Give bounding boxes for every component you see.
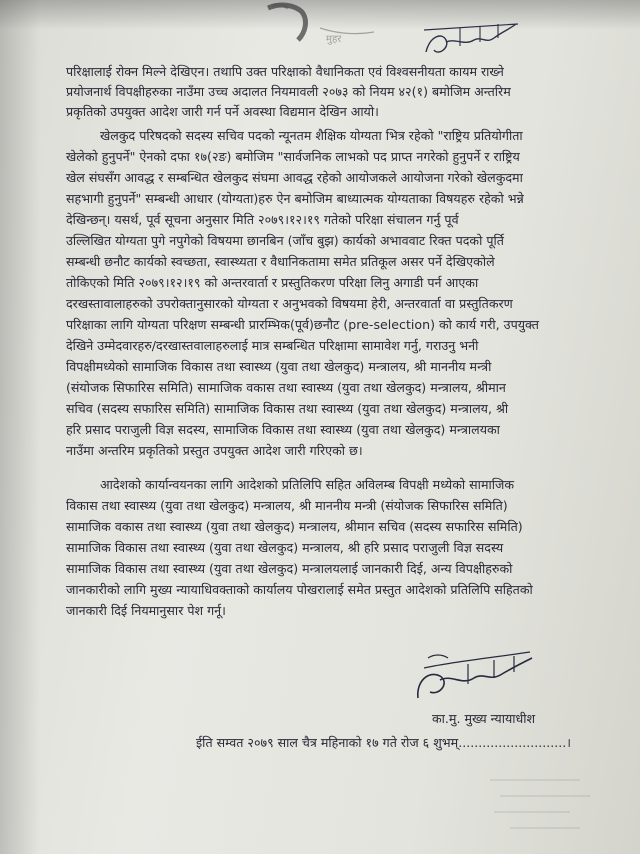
- bleed-through-marks: [480, 770, 600, 840]
- seal-stamp: [262, 2, 382, 46]
- text-line-21: विकास तथा स्वास्थ्य (युवा तथा खेलकुद) मन्त्रालय, श्री माननीय मन्त्री (संयोजक सिफारिस समिति): [66, 498, 508, 513]
- text-line-25: जानकारीको लागि मुख्य न्यायाधिवक्ताको कार्यालय पोखरालाई समेत प्रस्तुत आदेशको प्रतिलिपि सहितको: [66, 582, 533, 597]
- text-line-17: सचिव (सदस्य सफारिस समिति) सामाजिक विकास तथा स्वास्थ्य (युवा तथा खेलकुद) मन्त्रालय, श्री: [66, 401, 509, 416]
- signature-top: [420, 16, 530, 62]
- svg-text:मुहर: मुहर: [326, 34, 342, 45]
- text-line-24: सामाजिक विकास तथा स्वास्थ्य (युवा तथा खेलकुद) मन्त्रालयलाई जानकारी दिई, अन्य विपक्षीहरुको: [66, 561, 513, 576]
- text-line-10: सम्बन्धी छनौट कार्यको स्वच्छता, स्वास्थ्यता र वैधानिकतामा समेत प्रतिकूल असर पर्ने देखिएकोले: [66, 254, 495, 269]
- closing-dots: ...........................।: [458, 735, 572, 750]
- text-line-26: जानकारी दिई नियमानुसार पेश गर्नू।: [66, 603, 226, 618]
- text-line-9: उल्लिखित योग्यता पुगे नपुगेको विषयमा छानबिन (जाँच बुझ) कार्यको अभाववाट रिक्त पदको पूर्ति: [66, 233, 504, 248]
- text-line-7: सहभागी हुनुपर्ने" सम्बन्धी आधार (योग्यता)हरु ऐन बमोजिम बाध्यात्मक योग्यताका विषयहरु रहेको भन्ने: [66, 191, 524, 206]
- text-line-15: विपक्षीमध्येको सामाजिक विकास तथा स्वास्थ्य (युवा तथा खेलकुद) मन्त्रालय, श्री माननीय मन्त्री: [66, 359, 492, 374]
- text-line-18: हरि प्रसाद पराजुली विज्ञ सदस्य, सामाजिक विकास तथा स्वास्थ्य (युवा तथा खेलकुद) मन्त्रालयका: [66, 422, 500, 437]
- text-line-16: (संयोजक सिफारिस समिति) सामाजिक वकास तथा स्वास्थ्य (युवा तथा खेलकुद) मन्त्रालय, श्रीमान: [66, 380, 506, 395]
- text-line-11: तोकिएको मिति २०७९।१२।१९ को अन्तरवार्ता र प्रस्तुतिकरण परिक्षा लिनु अगाडी पर्न आएका: [66, 275, 479, 290]
- closing-text: ईति सम्वत २०७९ साल चैत्र महिनाको १७ गते रोज ६ शुभम्: [196, 735, 459, 750]
- text-line-6: खेल संघसँग आवद्ध र सम्बन्धित खेलकुद संघमा आवद्ध रहेको आयोजकले आयोजना गरेको खेलकुदमा: [66, 170, 523, 185]
- text-line-20: आदेशको कार्यान्वयनका लागि आदेशको प्रतिलिपि सहित अविलम्ब विपक्षी मध्येको सामाजिक: [100, 477, 515, 492]
- text-line-5: खेलेको हुनुपर्ने" ऐनको दफा १७(२ङ) बमोजिम "सार्वजनिक लाभको पद प्राप्त नगरेको हुनुपर्ने र राष्ट्रिय: [66, 149, 520, 164]
- text-line-14: देखिने उम्मेदवारहरु/दरखास्तवालाहरुलाई मात्र सम्बन्धित परिक्षामा सामावेश गर्नु, गराउनु भनी: [66, 338, 479, 353]
- text-line-12: दरखस्तावालाहरुको उपरोक्तानुसारको योग्यता र अनुभवको विषयमा हेरी, अन्तरवार्ता वा प्रस्तुतिकरण: [66, 296, 513, 311]
- text-line-4: खेलकुद परिषदको सदस्य सचिव पदको न्यूनतम शैक्षिक योग्यता भित्र रहेको "राष्ट्रिय प्रतियोगीता: [100, 128, 523, 143]
- text-line-19: नाउँमा अन्तरिम प्रकृतिको प्रस्तुत उपयुक्त आदेश जारी गरिएको छ।: [66, 443, 363, 458]
- text-line-8: देखिन्छन्। यसर्थ, पूर्व सूचना अनुसार मिति २०७९।१२।१९ गतेको परिक्षा संचालन गर्नु पूर्व: [66, 212, 459, 227]
- text-line-3: प्रकृतिको उपयुक्त आदेश जारी गर्न पर्ने अवस्था विद्यमान देखिन आयो।: [66, 104, 379, 119]
- designation-label: का.मु. मुख्य न्यायाधीश: [432, 711, 536, 726]
- text-line-2: प्रयोजनार्थ विपक्षीहरुका नाउँमा उच्च अदालत नियमावली २०७३ को नियम ४२(१) बमोजिम अन्तरिम: [66, 84, 511, 99]
- text-line-1: परिक्षालाई रोक्न मिल्ने देखिएन। तथापि उक्त परिक्षाको वैधानिकता एवं विश्वसनीयता कायम राख्ने: [66, 64, 504, 79]
- page-shadow-left: [0, 0, 40, 854]
- signature-bottom: [410, 648, 540, 708]
- text-line-13: परिक्षाका लागि योग्यता परिक्षण सम्बन्धी प्रारम्भिक(पूर्व)छनौट (pre-selection) को कार्य गरी, उपयुक्त: [66, 317, 539, 332]
- closing-line: [196, 734, 606, 751]
- text-line-23: सामाजिक विकास तथा स्वास्थ्य (युवा तथा खेलकुद) मन्त्रालय, श्री हरि प्रसाद पराजुली विज्ञ सदस्य: [66, 540, 504, 555]
- text-line-22: सामाजिक वकास तथा स्वास्थ्य (युवा तथा खेलकुद) मन्त्रालय, श्रीमान सचिव (सदस्य सफारिस समिति): [66, 519, 523, 534]
